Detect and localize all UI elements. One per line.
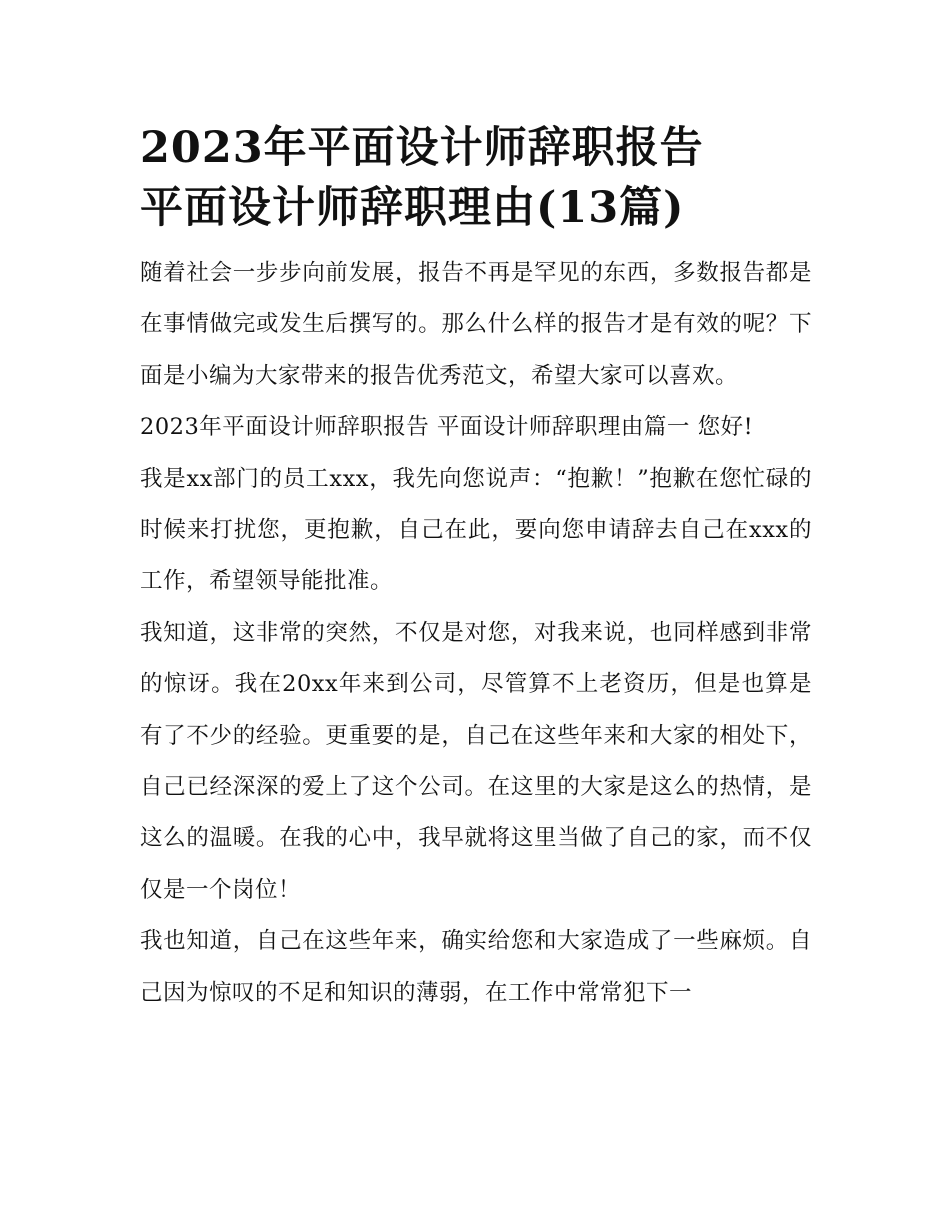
paragraph-surprise: 我知道，这非常的突然，不仅是对您，对我来说，也同样感到非常的惊讶。我在20xx年来到公司，尽管算不上老资历，但是也算是有了不少的经验。更重要的是，自己在这些年来和大家的相处下，自己已经深深的爱上了这个公司。在这里的大家是这么的热情，是这么的温暖。在我的心中，我早就将这里当做了自己的家，而不仅仅是一个岗位！	[140, 619, 812, 903]
paragraph-section-heading: 2023年平面设计师辞职报告 平面设计师辞职理由篇一 您好!	[140, 414, 754, 441]
paragraph-apology: 我是xx部门的员工xxx，我先向您说声：“抱歉！”抱歉在您忙碌的时候来打扰您，更抱歉，自己在此，要向您申请辞去自己在xxx的工作，希望领导能批准。	[140, 465, 812, 595]
paragraph-trouble: 我也知道，自己在这些年来，确实给您和大家造成了一些麻烦。自己因为惊叹的不足和知识的薄弱，在工作中常常犯下一	[140, 928, 812, 1006]
title-line-1: 2023年平面设计师辞职报告	[140, 123, 704, 173]
paragraph-intro: 随着社会一步步向前发展，报告不再是罕见的东西，多数报告都是在事情做完或发生后撰写的。那么什么样的报告才是有效的呢？下面是小编为大家带来的报告优秀范文，希望大家可以喜欢。	[140, 260, 812, 389]
document-title	[140, 118, 812, 238]
title-line-2: 平面设计师辞职理由(13篇)	[140, 183, 685, 233]
document-content	[140, 118, 812, 1019]
